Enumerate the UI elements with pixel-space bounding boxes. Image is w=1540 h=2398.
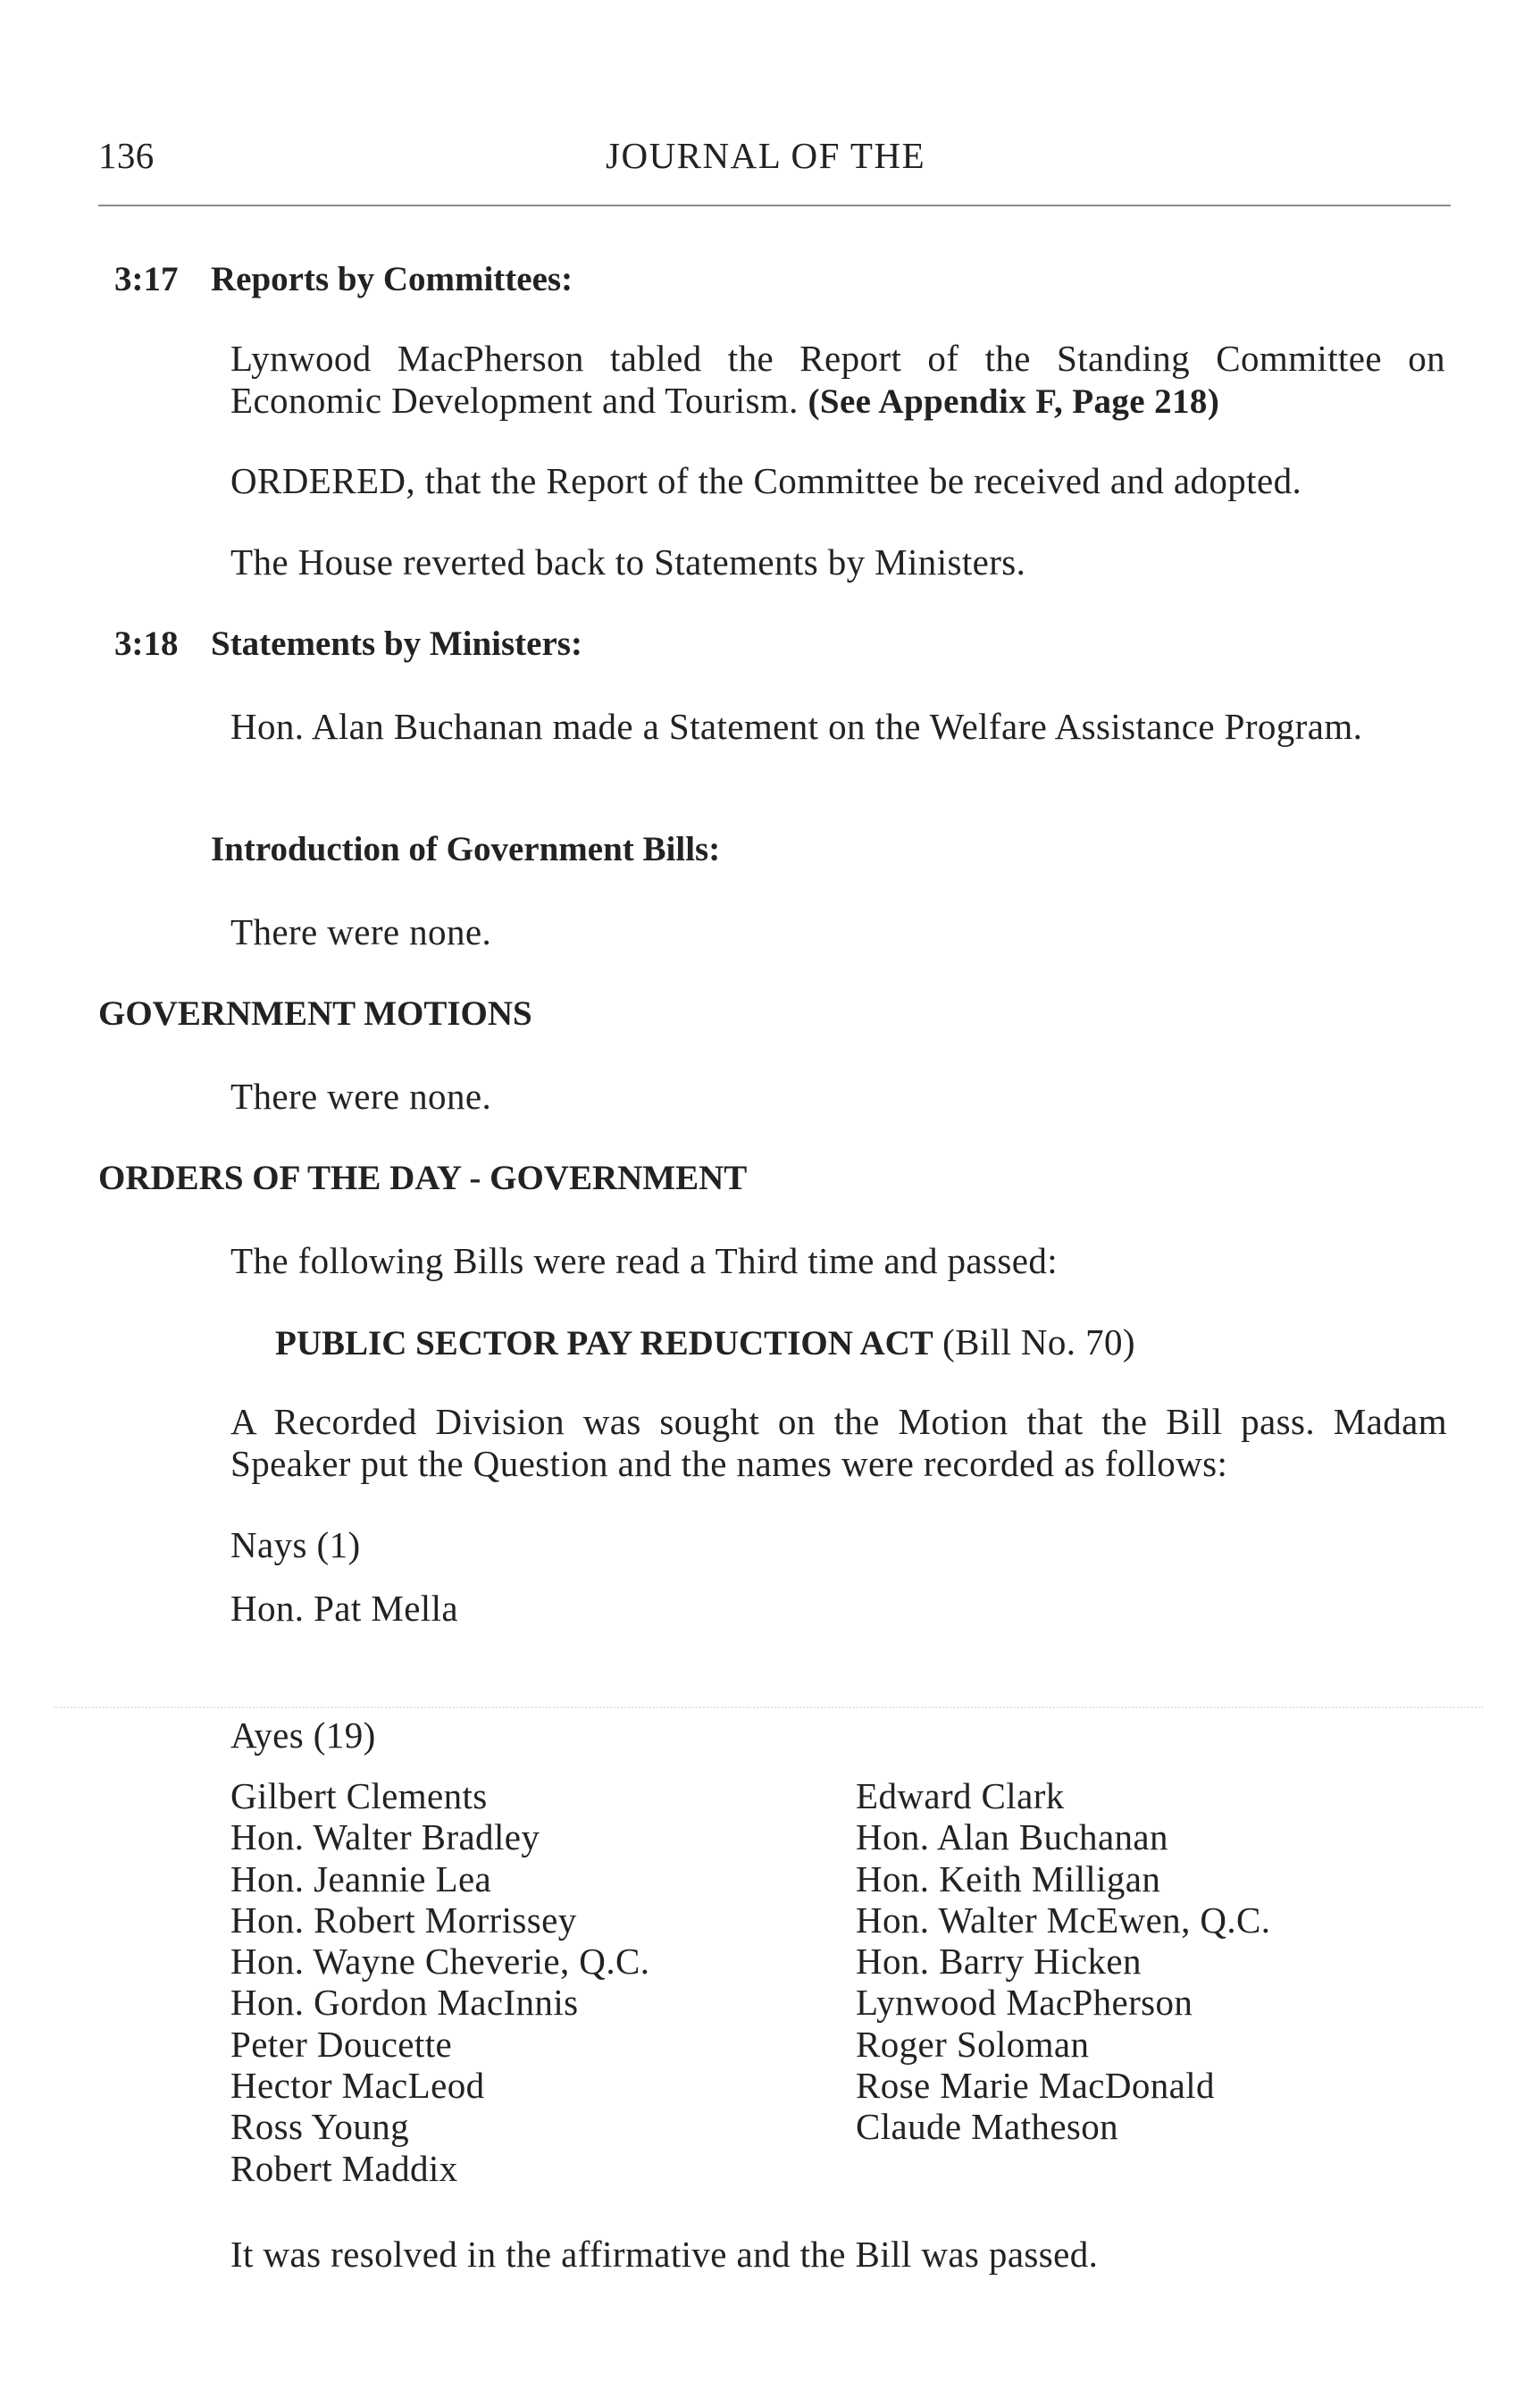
none-paragraph: There were none. — [230, 911, 492, 952]
running-title: JOURNAL OF THE — [606, 135, 926, 176]
section-heading: Statements by Ministers: — [211, 625, 582, 663]
ayes-member: Hon. Robert Morrissey — [230, 1899, 577, 1941]
section-heading: GOVERNMENT MOTIONS — [98, 994, 532, 1033]
appendix-reference: (See Appendix F, Page 218) — [808, 382, 1220, 421]
ayes-member: Peter Doucette — [230, 2023, 453, 2065]
ayes-member: Hon. Barry Hicken — [856, 1941, 1142, 1983]
ayes-member: Rose Marie MacDonald — [856, 2065, 1215, 2107]
statement-paragraph: Hon. Alan Buchanan made a Statement on the Welfare Assistance Program. — [230, 706, 1363, 747]
nays-member: Hon. Pat Mella — [230, 1588, 458, 1629]
ayes-list-left — [230, 1775, 649, 2189]
ayes-member: Claude Matheson — [856, 2106, 1119, 2148]
report-text: Lynwood MacPherson tabled the Report of the Standing Committee on Economic Development and Tourism. — [230, 338, 1445, 421]
ayes-member: Hon. Walter McEwen, Q.C. — [856, 1899, 1271, 1941]
reverted-paragraph: The House reverted back to Statements by Ministers. — [230, 541, 1026, 583]
ayes-member: Gilbert Clements — [230, 1775, 488, 1816]
time-stamp: 3:18 — [114, 625, 179, 663]
ayes-member: Hon. Jeannie Lea — [230, 1857, 492, 1899]
bill-title: PUBLIC SECTOR PAY REDUCTION ACT — [275, 1324, 933, 1362]
ayes-member: Hector MacLeod — [230, 2065, 485, 2107]
division-paragraph: A Recorded Division was sought on the Motion that the Bill pass. Madam Speaker put the Question and the names were recorded as follows: — [230, 1401, 1447, 1484]
bill-title-line — [275, 1321, 1135, 1365]
ayes-member: Edward Clark — [856, 1775, 1065, 1816]
result-paragraph: It was resolved in the affirmative and the Bill was passed. — [230, 2234, 1099, 2275]
none-paragraph: There were none. — [230, 1076, 492, 1117]
ordered-paragraph: ORDERED, that the Report of the Committee be received and adopted. — [230, 460, 1302, 501]
ayes-member: Robert Maddix — [230, 2147, 458, 2189]
report-paragraph — [230, 338, 1445, 423]
ayes-member: Hon. Alan Buchanan — [856, 1816, 1168, 1858]
scan-artifact-dotted-line — [54, 1706, 1483, 1708]
bill-number: (Bill No. 70) — [942, 1321, 1135, 1362]
page-number: 136 — [98, 135, 155, 176]
ayes-member: Hon. Walter Bradley — [230, 1816, 540, 1858]
header-rule — [98, 205, 1451, 206]
ayes-member: Ross Young — [230, 2106, 409, 2148]
section-heading: Reports by Committees: — [211, 260, 573, 298]
ayes-member: Hon. Keith Milligan — [856, 1857, 1161, 1899]
bills-intro-paragraph: The following Bills were read a Third time and passed: — [230, 1240, 1059, 1281]
nays-label: Nays (1) — [230, 1524, 361, 1565]
ayes-label: Ayes (19) — [230, 1715, 376, 1756]
section-heading: ORDERS OF THE DAY - GOVERNMENT — [98, 1159, 748, 1197]
ayes-member: Hon. Wayne Cheverie, Q.C. — [230, 1941, 650, 1983]
ayes-list-right — [856, 1775, 1270, 2148]
section-heading: Introduction of Government Bills: — [211, 830, 721, 868]
ayes-member: Roger Soloman — [856, 2023, 1090, 2065]
ayes-member: Hon. Gordon MacInnis — [230, 1982, 579, 2024]
time-stamp: 3:17 — [114, 260, 179, 298]
ayes-member: Lynwood MacPherson — [856, 1982, 1193, 2024]
